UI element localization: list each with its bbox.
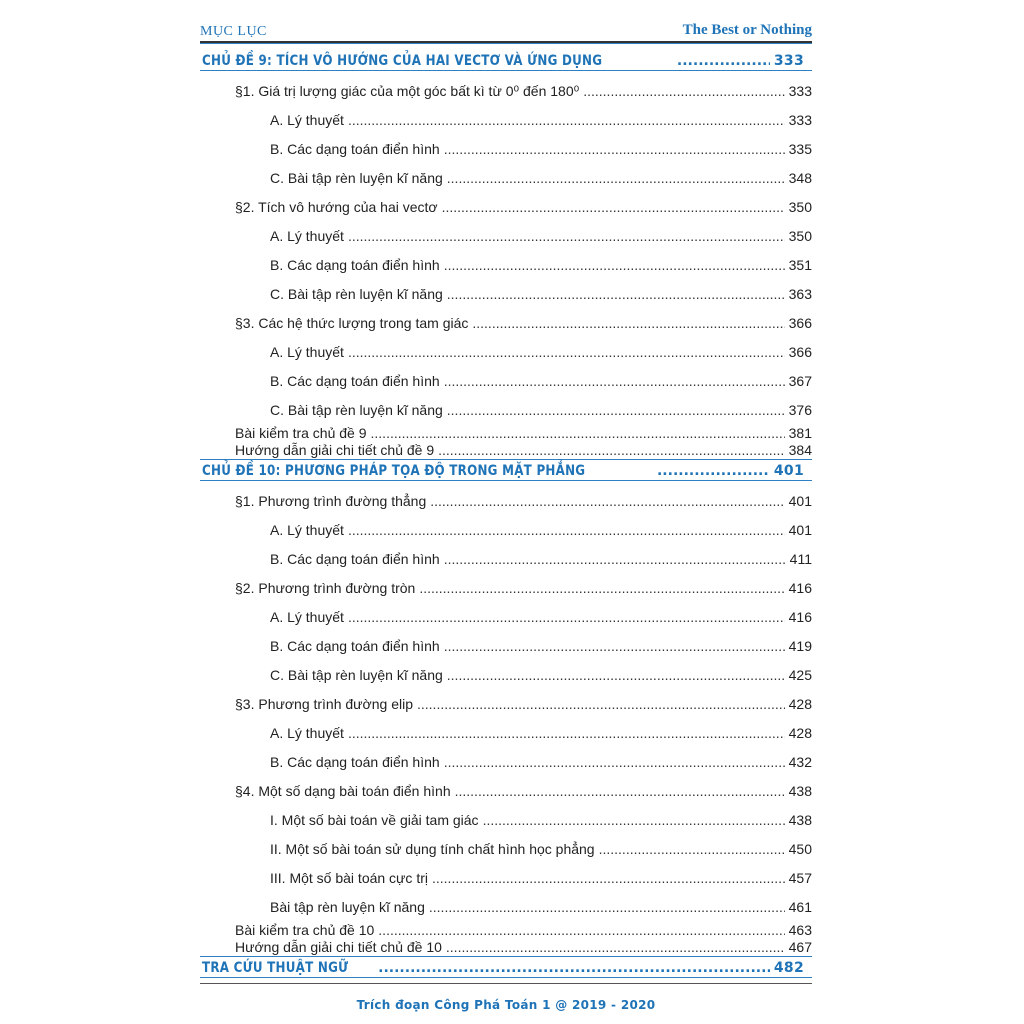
- toc-page-number: 401: [788, 522, 812, 538]
- toc-entry-title: Hướng dẫn giải chi tiết chủ đề 9: [235, 442, 435, 458]
- toc-page-number: 463: [788, 922, 812, 938]
- dot-leader: [438, 441, 785, 459]
- toc-entry-title: §1. Phương trình đường thẳng: [235, 493, 427, 509]
- toc-entry-title: C. Bài tập rèn luyện kĩ năng: [270, 402, 443, 418]
- toc-entry-row[interactable]: [200, 655, 812, 684]
- toc-entry-title: A. Lý thuyết: [270, 522, 344, 538]
- dot-leader: [378, 921, 784, 939]
- toc-page-number: 350: [788, 228, 812, 244]
- toc-entry-title: A. Lý thuyết: [270, 228, 344, 244]
- toc-entry-title: C. Bài tập rèn luyện kĩ năng: [270, 170, 443, 186]
- toc-page-number: 419: [788, 638, 812, 654]
- toc-entry-title: B. Các dạng toán điển hình: [270, 141, 440, 157]
- toc-entry-title: A. Lý thuyết: [270, 609, 344, 625]
- dot-leader: [442, 198, 785, 216]
- dot-leader: [444, 372, 785, 390]
- dot-leader: [419, 579, 784, 597]
- dot-leader: [430, 492, 784, 510]
- toc-entry-row[interactable]: [200, 510, 812, 539]
- dot-leader: [447, 401, 785, 419]
- toc-entry-row[interactable]: [200, 626, 812, 655]
- toc-entry-title: §3. Các hệ thức lượng trong tam giác: [235, 315, 469, 331]
- toc-chapter-row[interactable]: [200, 956, 812, 978]
- toc-entry-title: B. Các dạng toán điển hình: [270, 754, 440, 770]
- dot-leader: [444, 753, 785, 771]
- toc-entry-row[interactable]: [200, 916, 812, 939]
- toc-entry-title: §1. Giá trị lượng giác của một góc bất kì từ 0⁰ đến 180⁰: [235, 83, 580, 99]
- dot-leader: [447, 666, 785, 684]
- toc-page-number: 351: [788, 257, 812, 273]
- toc-page-number: 367: [788, 373, 812, 389]
- toc-page-number: 350: [788, 199, 812, 215]
- toc-page-number: 461: [788, 899, 812, 915]
- table-of-contents: [200, 43, 812, 978]
- toc-page-number: 411: [789, 551, 812, 567]
- toc-entry-row[interactable]: [200, 245, 812, 274]
- dot-leader: [348, 343, 785, 361]
- dot-leader: [583, 82, 784, 100]
- toc-entry-title: §2. Phương trình đường tròn: [235, 580, 416, 596]
- toc-entry-row[interactable]: [200, 187, 812, 216]
- toc-entry-title: Bài tập rèn luyện kĩ năng: [270, 899, 425, 915]
- toc-page-number: 438: [788, 783, 812, 799]
- toc-entry-title: C. Bài tập rèn luyện kĩ năng: [270, 667, 443, 683]
- toc-entry-row[interactable]: [200, 71, 812, 100]
- toc-page-number: 428: [788, 725, 812, 741]
- toc-page-number: 450: [788, 841, 812, 857]
- toc-page-number: 401: [788, 493, 812, 509]
- toc-page-number: 366: [788, 315, 812, 331]
- dot-leader: [348, 111, 785, 129]
- toc-page-number: 363: [788, 286, 812, 302]
- toc-entry-title: CHỦ ĐỀ 9: TÍCH VÔ HƯỚNG CỦA HAI VECTƠ VÀ ỨNG DỤNG: [202, 53, 603, 69]
- toc-entry-title: A. Lý thuyết: [270, 112, 344, 128]
- page-footer: Trích đoạn Công Phá Toán 1 @ 2019 - 2020: [356, 998, 656, 1012]
- toc-entry-row[interactable]: [200, 539, 812, 568]
- toc-entry-row[interactable]: [200, 158, 812, 187]
- toc-entry-row[interactable]: [200, 771, 812, 800]
- toc-entry-row[interactable]: [200, 332, 812, 361]
- dot-leader: [455, 782, 785, 800]
- toc-entry-title: CHỦ ĐỀ 10: PHƯƠNG PHÁP TỌA ĐỘ TRONG MẶT PHẲNG: [202, 463, 586, 479]
- toc-page-number: 366: [788, 344, 812, 360]
- toc-page-number: 432: [788, 754, 812, 770]
- dot-leader: [444, 637, 785, 655]
- toc-page-number: 467: [788, 939, 812, 955]
- toc-entry-title: B. Các dạng toán điển hình: [270, 638, 440, 654]
- toc-entry-title: §4. Một số dạng bài toán điển hình: [235, 783, 451, 799]
- dot-leader: [483, 811, 785, 829]
- toc-entry-row[interactable]: [200, 216, 812, 245]
- toc-entry-title: I. Một số bài toán về giải tam giác: [270, 812, 479, 828]
- toc-page-number: 438: [788, 812, 812, 828]
- dot-leader: [348, 227, 785, 245]
- toc-entry-row[interactable]: [200, 597, 812, 626]
- dot-leader: [599, 840, 785, 858]
- toc-page-number: 401: [773, 463, 804, 479]
- toc-page-number: 482: [773, 960, 804, 976]
- toc-entry-title: §3. Phương trình đường elip: [235, 696, 413, 712]
- toc-entry-row[interactable]: [200, 274, 812, 303]
- toc-entry-row[interactable]: [200, 390, 812, 419]
- toc-entry-title: C. Bài tập rèn luyện kĩ năng: [270, 286, 443, 302]
- dot-leader: [348, 608, 785, 626]
- dot-leader: [677, 52, 770, 70]
- dot-leader: [472, 314, 784, 332]
- toc-entry-row[interactable]: [200, 419, 812, 442]
- toc-entry-title: Bài kiểm tra chủ đề 10: [235, 922, 375, 938]
- dot-leader: [447, 285, 785, 303]
- dot-leader: [446, 938, 785, 956]
- toc-entry-row[interactable]: [200, 742, 812, 771]
- toc-entry-title: II. Một số bài toán sử dụng tính chất hình học phẳng: [270, 841, 595, 857]
- dot-leader: [348, 521, 785, 539]
- dot-leader: [378, 959, 770, 977]
- toc-entry-row[interactable]: [200, 100, 812, 129]
- header-slogan: The Best or Nothing: [682, 22, 812, 38]
- dot-leader: [429, 898, 785, 916]
- toc-entry-row[interactable]: [200, 829, 812, 858]
- header-section-title: MỤC LỤC: [200, 24, 267, 39]
- toc-page-number: 348: [788, 170, 812, 186]
- toc-page-number: 376: [788, 402, 812, 418]
- toc-entry-title: B. Các dạng toán điển hình: [270, 257, 440, 273]
- toc-entry-row[interactable]: [200, 858, 812, 887]
- toc-page-number: 335: [788, 141, 812, 157]
- toc-page-number: 384: [788, 442, 812, 458]
- dot-leader: [348, 724, 785, 742]
- toc-entry-row[interactable]: [200, 684, 812, 713]
- dot-leader: [417, 695, 785, 713]
- toc-page-number: 333: [788, 112, 812, 128]
- toc-entry-title: A. Lý thuyết: [270, 344, 344, 360]
- toc-entry-row[interactable]: [200, 939, 812, 956]
- toc-entry-title: B. Các dạng toán điển hình: [270, 373, 440, 389]
- toc-entry-title: Hướng dẫn giải chi tiết chủ đề 10: [235, 939, 442, 955]
- toc-entry-row[interactable]: [200, 361, 812, 390]
- toc-entry-title: B. Các dạng toán điển hình: [270, 551, 440, 567]
- dot-leader: [444, 550, 786, 568]
- toc-chapter-row[interactable]: [200, 43, 812, 71]
- toc-page-number: 333: [788, 83, 812, 99]
- toc-page-number: 333: [773, 53, 804, 69]
- toc-entry-row[interactable]: [200, 481, 812, 510]
- dot-leader: [447, 169, 785, 187]
- toc-entry-row[interactable]: [200, 800, 812, 829]
- page-header: [200, 20, 812, 42]
- dot-leader: [657, 462, 770, 480]
- bottom-rule: [200, 983, 812, 984]
- dot-leader: [444, 140, 785, 158]
- toc-chapter-row[interactable]: [200, 459, 812, 481]
- toc-entry-title: A. Lý thuyết: [270, 725, 344, 741]
- toc-entry-row[interactable]: [200, 303, 812, 332]
- dot-leader: [432, 869, 785, 887]
- toc-entry-row[interactable]: [200, 887, 812, 916]
- dot-leader: [444, 256, 785, 274]
- toc-entry-title: TRA CỨU THUẬT NGỮ: [202, 960, 349, 976]
- dot-leader: [371, 424, 785, 442]
- toc-page-number: 428: [788, 696, 812, 712]
- toc-page-number: 425: [788, 667, 812, 683]
- toc-entry-row[interactable]: [200, 713, 812, 742]
- toc-page-number: 416: [788, 580, 812, 596]
- toc-page-number: 457: [788, 870, 812, 886]
- toc-entry-row[interactable]: [200, 129, 812, 158]
- toc-page-number: 416: [788, 609, 812, 625]
- toc-entry-title: Bài kiểm tra chủ đề 9: [235, 425, 367, 441]
- toc-page-number: 381: [788, 425, 812, 441]
- toc-entry-title: §2. Tích vô hướng của hai vectơ: [235, 199, 438, 215]
- toc-entry-row[interactable]: [200, 568, 812, 597]
- toc-entry-row[interactable]: [200, 442, 812, 459]
- toc-entry-title: III. Một số bài toán cực trị: [270, 870, 428, 886]
